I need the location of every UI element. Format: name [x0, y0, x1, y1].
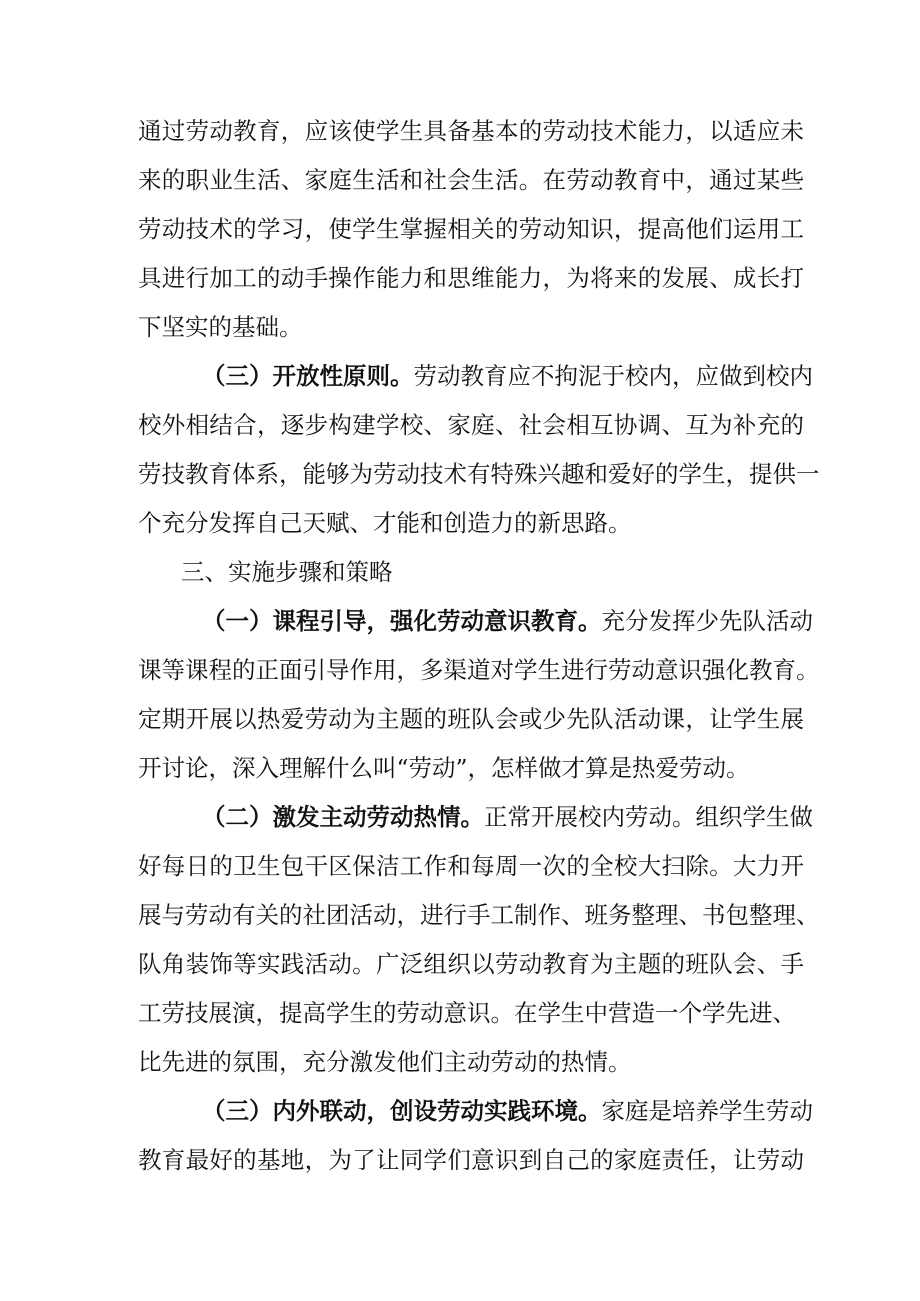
paragraph-3-line-1	[202, 604, 813, 638]
paragraph-2-line-4: 个充分发挥自己天赋、才能和创造力的新思路。	[138, 509, 632, 537]
paragraph-2-line-3: 劳技教育体系，能够为劳动技术有特殊兴趣和爱好的学生，提供一	[138, 460, 820, 488]
section-heading: 三、实施步骤和策略	[181, 558, 393, 586]
paragraph-4-line-5: 工劳技展演，提高学生的劳动意识。在学生中营造一个学先进、	[138, 999, 796, 1027]
paragraph-4-line-4: 队角装饰等实践活动。广泛组织以劳动教育为主题的班队会、手	[138, 950, 804, 978]
paragraph-1-line-2: 来的职业生活、家庭生活和社会生活。在劳动教育中，通过某些	[138, 166, 804, 194]
paragraph-3-bold-heading: （一）课程引导，强化劳动意识教育。	[202, 607, 602, 635]
paragraph-5-bold-heading: （三）内外联动，创设劳动实践环境。	[202, 1097, 602, 1125]
paragraph-1-line-1: 通过劳动教育，应该使学生具备基本的劳动技术能力，以适应未	[138, 117, 804, 145]
paragraph-4-line-1-text: 正常开展校内劳动。组织学生做	[484, 803, 813, 831]
paragraph-1-line-3: 劳动技术的学习，使学生掌握相关的劳动知识，提高他们运用工	[138, 215, 804, 243]
paragraph-2-line-1-text: 劳动教育应不拘泥于校内，应做到校内	[413, 362, 813, 390]
paragraph-4-line-6: 比先进的氛围，充分激发他们主动劳动的热情。	[138, 1048, 632, 1076]
paragraph-3-line-4: 开讨论，深入理解什么叫“劳动”，怎样做才算是热爱劳动。	[138, 754, 750, 782]
paragraph-3-line-2: 课等课程的正面引导作用，多渠道对学生进行劳动意识强化教育。	[138, 656, 820, 684]
paragraph-4-line-3: 展与劳动有关的社团活动，进行手工制作、班务整理、书包整理、	[138, 901, 820, 929]
paragraph-2-bold-heading: （三）开放性原则。	[202, 362, 414, 390]
paragraph-2-line-2: 校外相结合，逐步构建学校、家庭、社会相互协调、互为补充的	[138, 411, 804, 439]
paragraph-2-line-1	[202, 359, 813, 393]
paragraph-1-line-4: 具进行加工的动手操作能力和思维能力，为将来的发展、成长打	[138, 264, 804, 292]
paragraph-3-line-1-text: 充分发挥少先队活动	[601, 607, 813, 635]
paragraph-5-line-1	[202, 1094, 813, 1128]
paragraph-4-line-2: 好每日的卫生包干区保洁工作和每周一次的全校大扫除。大力开	[138, 852, 804, 880]
paragraph-1-line-5: 下坚实的基础。	[138, 313, 303, 341]
paragraph-4-bold-heading: （二）激发主动劳动热情。	[202, 803, 484, 831]
paragraph-3-line-3: 定期开展以热爱劳动为主题的班队会或少先队活动课，让学生展	[138, 705, 804, 733]
paragraph-4-line-1	[202, 800, 813, 834]
paragraph-5-line-1-text: 家庭是培养学生劳动	[601, 1097, 813, 1125]
paragraph-5-line-2: 教育最好的基地，为了让同学们意识到自己的家庭责任，让劳动	[138, 1146, 804, 1174]
